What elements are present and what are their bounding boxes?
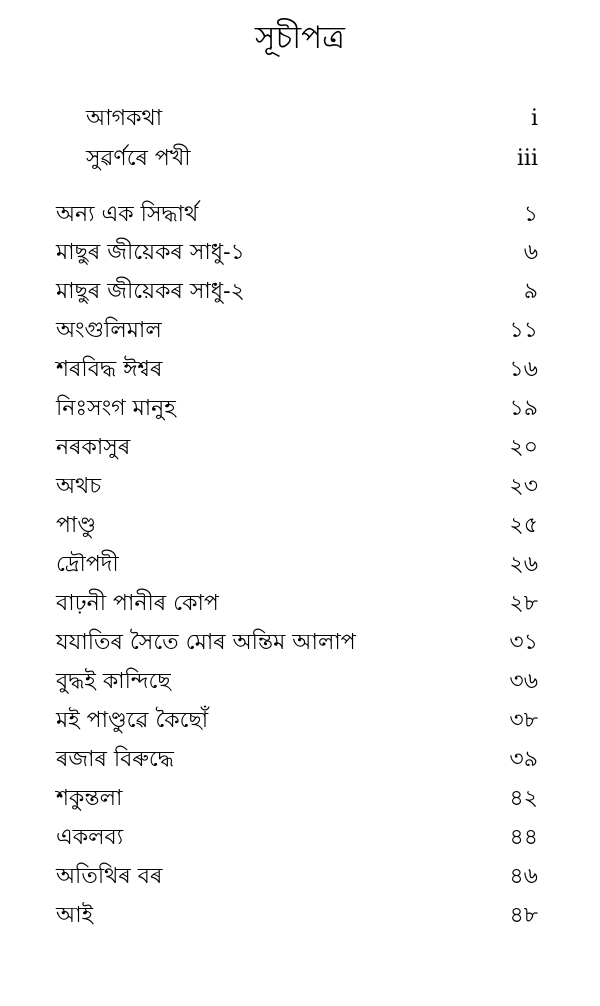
toc-row-front — [0, 140, 600, 178]
toc-page-number: i — [530, 106, 538, 131]
toc-entry-title: মই পাণ্ডুৱে কৈছোঁ — [56, 708, 209, 733]
toc-row — [0, 351, 600, 389]
toc-row — [0, 468, 600, 506]
toc-entry-title: নৰকাসুৰ — [56, 435, 131, 460]
toc-entry-title: অংগুলিমাল — [56, 318, 162, 343]
toc-page-number: ৪৬ — [509, 864, 538, 889]
toc-row — [0, 390, 600, 428]
toc-row — [0, 624, 600, 662]
toc-row — [0, 819, 600, 857]
toc-row — [0, 546, 600, 584]
toc-entry-title: অতিথিৰ বৰ — [56, 864, 163, 889]
toc-row — [0, 702, 600, 740]
toc-row — [0, 663, 600, 701]
toc-page-number: ২৫ — [509, 513, 538, 538]
toc-row — [0, 234, 600, 272]
toc-entry-title: আগকথা — [86, 106, 163, 131]
toc-page-number: ৯ — [523, 279, 538, 304]
toc-entry-title: মাছুৰ জীয়েকৰ সাধু-১ — [56, 240, 245, 265]
toc-entry-title: যযাতিৰ সৈতে মোৰ অন্তিম আলাপ — [56, 630, 356, 655]
toc-entry-title: নিঃসংগ মানুহ — [56, 396, 176, 421]
toc-page-number: iii — [516, 146, 538, 171]
toc-entry-title: বুদ্ধই কান্দিছে — [56, 669, 171, 694]
page-title: সূচীপত্ৰ — [255, 20, 345, 56]
toc-page-number: ২০ — [509, 435, 538, 460]
toc-entry-title: শকুন্তলা — [56, 786, 123, 811]
toc-page-number: ৩৯ — [509, 747, 538, 772]
toc-row — [0, 585, 600, 623]
toc-row — [0, 897, 600, 935]
toc-entry-title: আই — [56, 903, 94, 928]
toc-row — [0, 312, 600, 350]
toc-entry-title: দ্ৰৌপদী — [56, 552, 119, 577]
toc-row — [0, 273, 600, 311]
toc-entry-title: শৰবিদ্ধ ঈশ্বৰ — [56, 357, 163, 382]
toc-row — [0, 780, 600, 818]
toc-entry-title: অথচ — [56, 474, 102, 499]
toc-row-front — [0, 100, 600, 138]
toc-row — [0, 429, 600, 467]
toc-entry-title: মাছুৰ জীয়েকৰ সাধু-২ — [56, 279, 245, 304]
toc-page-number: ৩৮ — [509, 708, 538, 733]
toc-page-number: ৬ — [523, 240, 538, 265]
toc-page-number: ১ — [523, 202, 538, 227]
toc-row — [0, 858, 600, 896]
toc-entry-title: পাণ্ডু — [56, 513, 96, 538]
toc-entry-title: সুৱৰ্ণৰে পখী — [86, 146, 191, 171]
toc-page-number: ৩১ — [509, 630, 538, 655]
toc-entry-title: অন্য এক সিদ্ধাৰ্থ — [56, 202, 199, 227]
toc-row — [0, 507, 600, 545]
toc-entry-title: একলব্য — [56, 825, 124, 850]
toc-page-number: ২৩ — [509, 474, 538, 499]
toc-entry-title: বাঢ়নী পানীৰ কোপ — [56, 591, 219, 616]
toc-page-number: ৪২ — [509, 786, 538, 811]
toc-page-number: ১১ — [509, 318, 538, 343]
toc-page-number: ১৬ — [509, 357, 538, 382]
toc-page-number: ৪৮ — [509, 903, 538, 928]
toc-page-number: ২৬ — [509, 552, 538, 577]
toc-page-number: ৩৬ — [509, 669, 538, 694]
toc-row — [0, 741, 600, 779]
toc-page-number: ২৮ — [509, 591, 538, 616]
toc-page-number: ৪৪ — [509, 825, 538, 850]
toc-row — [0, 196, 600, 234]
toc-entry-title: ৰজাৰ বিৰুদ্ধে — [56, 747, 174, 772]
toc-page-number: ১৯ — [509, 396, 538, 421]
